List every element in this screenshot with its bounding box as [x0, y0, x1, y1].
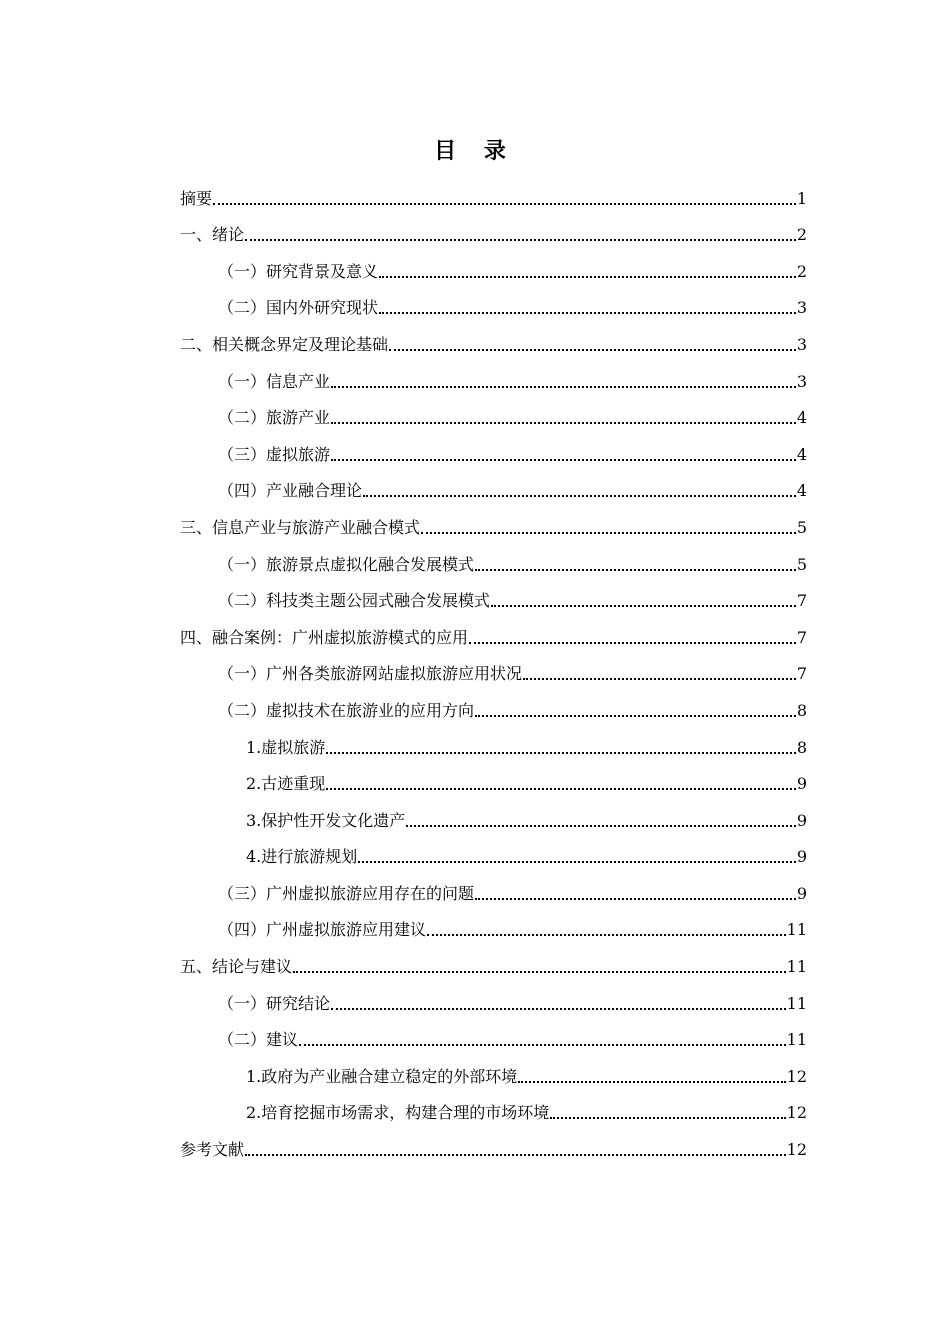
toc-dot-leader [427, 934, 786, 936]
toc-entry-label: （二）旅游产业 [218, 408, 331, 428]
toc-dot-leader [406, 825, 796, 827]
toc-dot-leader [518, 1081, 785, 1083]
toc-entry[interactable] [180, 321, 807, 358]
toc-entry-page-number: 9 [796, 810, 807, 830]
toc-entry-label: 3.保护性开发文化遗产 [246, 810, 406, 830]
toc-dot-leader [550, 1117, 785, 1119]
toc-entry-label: （四）广州虚拟旅游应用建议 [218, 920, 427, 940]
toc-entry-page-number: 4 [796, 444, 807, 464]
toc-entry-label: 二、相关概念界定及理论基础 [180, 334, 389, 354]
toc-entry[interactable] [180, 614, 807, 651]
toc-entry-label: （三）广州虚拟旅游应用存在的问题 [218, 883, 475, 903]
toc-entry-page-number: 4 [796, 408, 807, 428]
toc-entry-label: （一）信息产业 [218, 371, 331, 391]
toc-entry-label: （三）虚拟旅游 [218, 444, 331, 464]
toc-dot-leader [379, 312, 796, 314]
toc-entry[interactable] [180, 212, 807, 249]
toc-dot-leader [475, 898, 796, 900]
toc-entry[interactable] [180, 431, 807, 468]
toc-entry[interactable] [180, 358, 807, 395]
toc-dot-leader [331, 422, 796, 424]
toc-entry-page-number: 5 [796, 554, 807, 574]
toc-entry-label: 2.培育挖掘市场需求，构建合理的市场环境 [246, 1103, 550, 1123]
toc-entry-page-number: 11 [786, 1030, 807, 1050]
toc-dot-leader [421, 532, 796, 534]
toc-entry[interactable] [180, 1090, 807, 1127]
toc-dot-leader [245, 239, 796, 241]
toc-entry-page-number: 2 [796, 225, 807, 245]
toc-dot-leader [475, 715, 796, 717]
toc-dot-leader [475, 569, 796, 571]
toc-entry[interactable] [180, 504, 807, 541]
toc-entry[interactable] [180, 651, 807, 688]
toc-dot-leader [389, 349, 796, 351]
toc-dot-leader [331, 1008, 786, 1010]
toc-title: 目 录 [434, 138, 516, 164]
toc-entry-page-number: 12 [786, 1066, 807, 1086]
toc-entry-page-number: 4 [796, 481, 807, 501]
toc-entry-label: 1.虚拟旅游 [246, 737, 326, 757]
toc-entry[interactable] [180, 943, 807, 980]
toc-entry[interactable] [180, 1126, 807, 1163]
toc-dot-leader [293, 971, 786, 973]
toc-entry-page-number: 8 [796, 737, 807, 757]
toc-entry[interactable] [180, 175, 807, 212]
toc-entry-page-number: 9 [796, 883, 807, 903]
toc-entry[interactable] [180, 1053, 807, 1090]
toc-entry[interactable] [180, 870, 807, 907]
toc-dot-leader [299, 1044, 786, 1046]
toc-entry[interactable] [180, 980, 807, 1017]
toc-entry-page-number: 1 [796, 188, 807, 208]
toc-entry-page-number: 8 [796, 700, 807, 720]
toc-entry-page-number: 12 [786, 1103, 807, 1123]
toc-entry[interactable] [180, 468, 807, 505]
toc-entry-label: 4.进行旅游规划 [246, 847, 358, 867]
toc-entry[interactable] [180, 541, 807, 578]
toc-entry[interactable] [180, 395, 807, 432]
toc-dot-leader [469, 642, 796, 644]
toc-entry-page-number: 3 [796, 298, 807, 318]
toc-entry[interactable] [180, 724, 807, 761]
toc-entry[interactable] [180, 285, 807, 322]
toc-entry-label: （二）建议 [218, 1030, 299, 1050]
table-of-contents [180, 175, 807, 1163]
toc-entry-label: （一）广州各类旅游网站虚拟旅游应用状况 [218, 664, 523, 684]
toc-entry-page-number: 11 [786, 957, 807, 977]
toc-entry-label: 2.古迹重现 [246, 774, 326, 794]
toc-dot-leader [213, 203, 796, 205]
toc-entry[interactable] [180, 578, 807, 615]
toc-entry[interactable] [180, 687, 807, 724]
toc-entry-label: （二）虚拟技术在旅游业的应用方向 [218, 700, 475, 720]
toc-entry-page-number: 9 [796, 847, 807, 867]
toc-dot-leader [326, 752, 796, 754]
toc-entry-label: 四、融合案例：广州虚拟旅游模式的应用 [180, 627, 469, 647]
toc-dot-leader [379, 276, 796, 278]
toc-entry-label: 一、绪论 [180, 225, 245, 245]
toc-entry-page-number: 2 [796, 261, 807, 281]
toc-dot-leader [358, 861, 796, 863]
toc-entry[interactable] [180, 834, 807, 871]
toc-entry-label: （一）旅游景点虚拟化融合发展模式 [218, 554, 475, 574]
toc-entry-page-number: 7 [796, 627, 807, 647]
toc-entry[interactable] [180, 761, 807, 798]
toc-entry-label: （一）研究背景及意义 [218, 261, 379, 281]
toc-entry-page-number: 9 [796, 774, 807, 794]
toc-entry-page-number: 3 [796, 334, 807, 354]
toc-entry-page-number: 7 [796, 664, 807, 684]
toc-entry-page-number: 11 [786, 993, 807, 1013]
toc-dot-leader [363, 495, 796, 497]
toc-entry-label: 摘要 [180, 188, 213, 208]
toc-entry-label: （二）国内外研究现状 [218, 298, 379, 318]
toc-dot-leader [491, 605, 796, 607]
toc-entry-page-number: 5 [796, 517, 807, 537]
toc-entry-page-number: 11 [786, 920, 807, 940]
toc-entry[interactable] [180, 907, 807, 944]
toc-entry-label: 五、结论与建议 [180, 957, 293, 977]
toc-entry-page-number: 7 [796, 591, 807, 611]
toc-entry-label: （四）产业融合理论 [218, 481, 363, 501]
toc-entry-page-number: 12 [786, 1140, 807, 1160]
toc-entry-label: （一）研究结论 [218, 993, 331, 1013]
toc-entry-label: 三、信息产业与旅游产业融合模式 [180, 517, 421, 537]
toc-dot-leader [326, 788, 796, 790]
toc-entry-page-number: 3 [796, 371, 807, 391]
toc-entry[interactable] [180, 248, 807, 285]
toc-entry[interactable] [180, 797, 807, 834]
toc-entry-label: 参考文献 [180, 1140, 245, 1160]
toc-dot-leader [331, 386, 796, 388]
toc-entry-label: 1.政府为产业融合建立稳定的外部环境 [246, 1066, 518, 1086]
toc-entry[interactable] [180, 1017, 807, 1054]
toc-entry-label: （二）科技类主题公园式融合发展模式 [218, 591, 491, 611]
toc-dot-leader [331, 459, 796, 461]
toc-dot-leader [523, 678, 796, 680]
toc-dot-leader [245, 1154, 786, 1156]
